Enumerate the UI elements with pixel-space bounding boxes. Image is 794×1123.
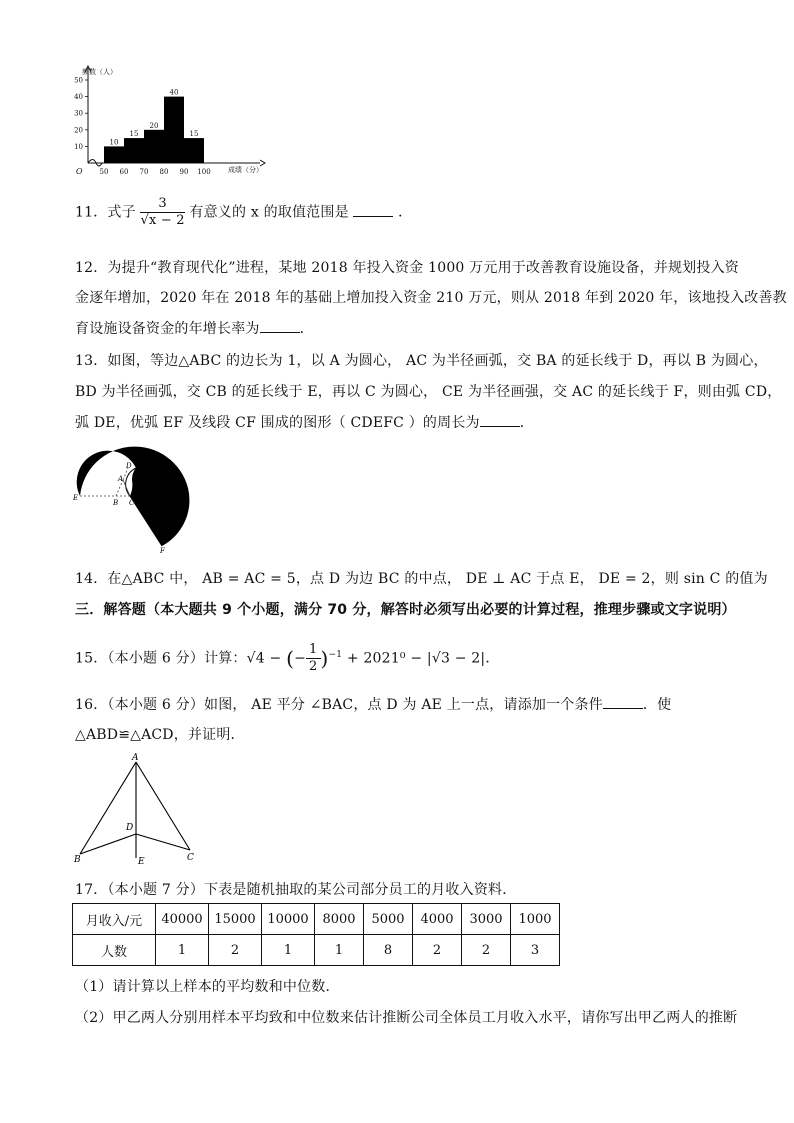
q16-text: 16．（本小题 6 分）如图， AE 平分 ∠BAC，点 D 为 AE 上一点，请添加一个条件 <box>75 697 603 713</box>
header-cell: 4000 <box>413 904 462 935</box>
q16-text-end: ．使 <box>642 697 672 713</box>
question-12-line-2: 金逐年增加，2020 年在 2018 年的基础上增加投入资金 210 万元，则从 2018 年到 2020 年，该地投入改善教 <box>75 290 787 306</box>
header-cell: 10000 <box>262 904 315 935</box>
row-cell: 2 <box>413 935 462 966</box>
q16-figure <box>70 750 200 868</box>
label-F: F <box>160 547 165 555</box>
label-E: E <box>73 494 79 502</box>
header-cell: 8000 <box>315 904 364 935</box>
header-cell: 3000 <box>462 904 511 935</box>
question-17-intro: 17．（本小题 7 分）下表是随机抽取的某公司部分员工的月收入资料． <box>75 882 517 898</box>
question-12-line-3 <box>75 318 314 338</box>
question-16-line-2: △ABD≌△ACD，并证明． <box>75 727 245 743</box>
header-cell: 15000 <box>209 904 262 935</box>
y-tick-label: 30 <box>74 109 83 118</box>
label-B: B <box>113 499 119 507</box>
q15-minus: − <box>294 650 307 667</box>
question-15: 15．（本小题 6 分）计算：√4 − (− $\frac{1}{2}$ )$^{-1}$ + 2021⁰ − |√3 − 2|． <box>75 642 500 674</box>
header-cell: 5000 <box>364 904 413 935</box>
x-tick-label: 80 <box>159 168 169 176</box>
x-tick-label: 60 <box>119 168 129 176</box>
q11-end: ． <box>398 204 413 221</box>
answer-blank[interactable] <box>260 320 300 333</box>
row-cell: 1 <box>262 935 315 966</box>
row-cell: 8 <box>364 935 413 966</box>
answer-blank[interactable] <box>353 204 393 217</box>
question-17-part-1: （1）请计算以上样本的平均数和中位数． <box>75 979 340 995</box>
header-cell-label: 月收入/元 <box>73 904 156 935</box>
q12-text: 育设施设备资金的年增长率为 <box>75 321 260 337</box>
row-cell: 2 <box>209 935 262 966</box>
histogram-plot <box>74 66 265 176</box>
histogram-chart <box>60 60 280 185</box>
label-C: C <box>129 499 135 507</box>
label-D: D <box>126 462 132 470</box>
row-cell: 1 <box>315 935 364 966</box>
question-14: 14．在△ABC 中， AB = AC = 5，点 D 为边 BC 的中点， DE ⊥ AC 于点 E， DE = 2，则 sin C 的值为 <box>75 571 768 587</box>
label-A: A <box>132 753 139 763</box>
row-cell: 3 <box>511 935 560 966</box>
question-16-line-1 <box>75 694 671 714</box>
q12-end: ． <box>299 321 314 337</box>
histogram-bar <box>124 138 144 163</box>
question-17-part-2: （2）甲乙两人分别用样本平均致和中位数来估计推断公司全体员工月收入水平，请你写出甲乙两人的推断 <box>75 1010 738 1026</box>
label-B: B <box>74 855 81 865</box>
bar-data-label: 15 <box>129 130 139 139</box>
q15-prefix: 15．（本小题 6 分）计算： <box>75 650 247 667</box>
histogram-bar <box>144 130 164 163</box>
x-tick-label: 70 <box>139 168 149 176</box>
row-cell-label: 人数 <box>73 935 156 966</box>
q13-figure <box>70 440 195 555</box>
y-tick-label: 40 <box>74 93 83 102</box>
question-11 <box>75 196 412 229</box>
q15-expr-b: + 2021⁰ − |√3 − 2| <box>342 650 486 667</box>
income-table <box>72 903 560 966</box>
bar-data-label: 15 <box>189 130 199 139</box>
section-3-heading: 三．解答题（本大题共 9 个小题，满分 70 分，解答时必须写出必要的计算过程，推理步骤或文字说明） <box>75 602 736 618</box>
origin-label: O <box>76 167 83 176</box>
q11-fraction-numerator: 3 <box>140 196 184 213</box>
label-D: D <box>126 823 134 833</box>
answer-blank[interactable] <box>603 696 643 709</box>
answer-blank[interactable] <box>480 414 520 427</box>
q11-fraction <box>140 196 184 229</box>
q15-fraction-denominator: 2 <box>309 659 318 674</box>
q13-text: 弧 DE，优弧 EF 及线段 CF 围成的图形（ CDEFC ）的周长为 <box>75 415 480 431</box>
bar-data-label: 40 <box>169 88 179 97</box>
bar-data-label: 10 <box>109 138 119 147</box>
q15-fraction <box>306 642 320 675</box>
q11-fraction-denominator: √x − 2 <box>140 213 185 228</box>
question-13-line-1: 13．如图，等边△ABC 的边长为 1，以 A 为圆心， AC 为半径画弧，交 BA 的延长线于 D，再以 B 为圆心， <box>75 353 768 369</box>
label-A: A <box>118 475 124 483</box>
histogram-bar <box>184 138 204 163</box>
histogram-bar <box>164 97 184 163</box>
q15-end: ． <box>485 650 500 667</box>
q11-text: 有意义的 x 的取值范围是 <box>189 204 349 221</box>
q15-expr-a: √4 − <box>246 650 287 667</box>
x-axis-label: 成绩（分） <box>228 166 263 174</box>
q11-prefix: 11．式子 <box>75 204 136 221</box>
label-C: C <box>187 853 194 863</box>
question-13-line-3 <box>75 412 534 432</box>
row-cell: 2 <box>462 935 511 966</box>
histogram-bar <box>104 146 124 163</box>
x-tick-label: 90 <box>179 168 189 176</box>
q15-exponent: −1 <box>328 649 343 660</box>
header-cell: 40000 <box>156 904 209 935</box>
x-tick-label: 100 <box>197 168 211 176</box>
table-row <box>73 935 560 966</box>
y-axis-label: 频数（人） <box>82 68 117 76</box>
q13-end: ． <box>519 415 534 431</box>
bar-data-label: 20 <box>149 121 159 130</box>
question-13-line-2: BD 为半径画弧，交 CB 的延长线于 E，再以 C 为圆心， CE 为半径画强，交 AC 的延长线于 F，则由弧 CD， <box>75 384 782 400</box>
header-cell: 1000 <box>511 904 560 935</box>
x-tick-label: 50 <box>99 168 109 176</box>
question-12-line-1: 12．为提升“教育现代化”进程，某地 2018 年投入资金 1000 万元用于改善教育设施设备，并规划投入资 <box>75 260 739 276</box>
q15-fraction-numerator: 1 <box>306 642 320 659</box>
y-tick-label: 50 <box>74 76 83 85</box>
label-E: E <box>138 857 145 867</box>
table-header-row <box>73 904 560 935</box>
y-tick-label: 20 <box>74 126 83 135</box>
y-tick-label: 10 <box>74 142 83 151</box>
row-cell: 1 <box>156 935 209 966</box>
